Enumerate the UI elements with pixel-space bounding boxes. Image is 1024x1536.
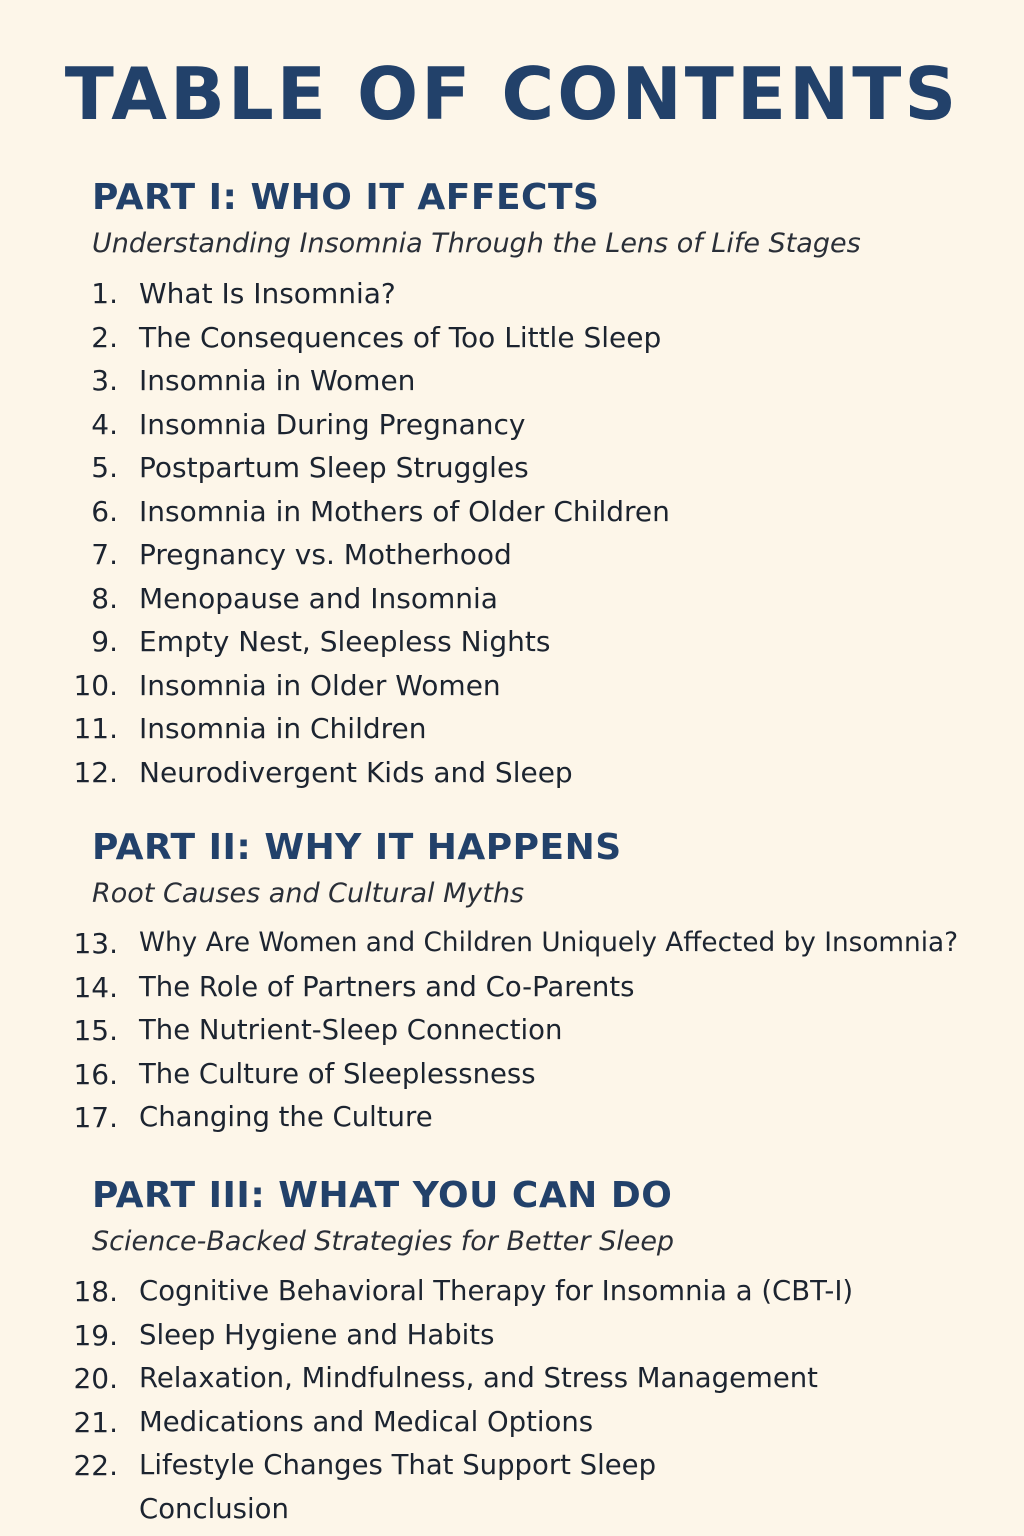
chapter-number: 19. xyxy=(73,1318,118,1352)
chapter-item xyxy=(0,359,1024,403)
chapter-title: The Consequences of Too Little Sleep xyxy=(139,320,662,354)
chapter-item xyxy=(0,446,1024,490)
chapter-title: Insomnia in Older Women xyxy=(139,668,501,702)
chapter-title: Insomnia During Pregnancy xyxy=(139,407,526,441)
part-section xyxy=(0,176,1024,794)
chapter-title: The Role of Partners and Co-Parents xyxy=(139,970,635,1003)
part-heading: PART II: WHY IT HAPPENS xyxy=(92,827,622,868)
chapter-item xyxy=(0,403,1024,447)
chapter-title: Insomnia in Children xyxy=(139,712,427,745)
chapter-number: 5. xyxy=(91,451,118,484)
chapter-item xyxy=(0,1053,1024,1097)
chapter-item xyxy=(0,1401,1024,1445)
part-subtitle: Understanding Insomnia Through the Lens of Life Stages xyxy=(92,228,861,259)
chapter-item xyxy=(0,751,1024,795)
chapter-item xyxy=(0,1444,1024,1488)
chapter-number: 1. xyxy=(91,277,118,310)
part-section xyxy=(0,826,1024,1140)
chapter-number: 4. xyxy=(91,407,118,441)
chapter-number: 3. xyxy=(91,364,118,397)
chapter-item xyxy=(0,707,1024,751)
chapter-item xyxy=(0,1009,1024,1053)
chapter-title: Neurodivergent Kids and Sleep xyxy=(139,755,573,789)
chapter-number: 16. xyxy=(73,1057,118,1091)
chapter-title: Pregnancy vs. Motherhood xyxy=(139,538,512,571)
chapter-number: 18. xyxy=(73,1275,118,1308)
chapter-number: 14. xyxy=(73,970,118,1004)
chapter-title: Lifestyle Changes That Support Sleep xyxy=(139,1449,657,1481)
chapter-list xyxy=(0,922,1024,1140)
chapter-item xyxy=(0,490,1024,534)
chapter-item xyxy=(0,316,1024,360)
chapter-title: Cognitive Behavioral Therapy for Insomnia a (CBT-I) xyxy=(139,1275,854,1307)
chapter-title: Menopause and Insomnia xyxy=(139,581,498,615)
chapter-number: 2. xyxy=(91,320,118,354)
chapter-title: Postpartum Sleep Struggles xyxy=(139,451,529,484)
chapter-number: 10. xyxy=(73,668,118,702)
page-title: TABLE OF CONTENTS xyxy=(64,52,960,136)
chapter-title: Why Are Women and Children Uniquely Affected by Insomnia? xyxy=(139,928,959,958)
chapter-number: 9. xyxy=(91,625,118,658)
chapter-title: Changing the Culture xyxy=(139,1101,433,1133)
chapter-title: Medications and Medical Options xyxy=(139,1405,594,1438)
chapter-title: The Culture of Sleeplessness xyxy=(139,1057,536,1090)
chapter-title: Relaxation, Mindfulness, and Stress Management xyxy=(139,1362,818,1394)
part-heading: PART III: WHAT YOU CAN DO xyxy=(92,1175,673,1216)
chapter-title: Insomnia in Mothers of Older Children xyxy=(139,494,670,528)
chapter-number: 11. xyxy=(73,712,118,745)
chapter-list xyxy=(0,272,1024,794)
chapter-item xyxy=(0,922,1024,966)
chapter-number: 21. xyxy=(73,1405,118,1439)
chapter-item xyxy=(0,1488,1024,1532)
chapter-item xyxy=(0,1357,1024,1401)
part-subtitle: Science-Backed Strategies for Better Sleep xyxy=(92,1226,675,1257)
chapter-title: Sleep Hygiene and Habits xyxy=(139,1318,495,1351)
chapter-item xyxy=(0,272,1024,316)
chapter-list xyxy=(0,1270,1024,1531)
chapter-item xyxy=(0,664,1024,708)
chapter-title: What Is Insomnia? xyxy=(139,277,396,310)
chapter-number: 8. xyxy=(91,581,118,615)
chapter-number: 12. xyxy=(73,755,118,789)
chapter-number: 7. xyxy=(91,538,118,571)
chapter-item xyxy=(0,1314,1024,1358)
chapter-item xyxy=(0,533,1024,577)
part-heading: PART I: WHO IT AFFECTS xyxy=(92,177,600,218)
chapter-number: 13. xyxy=(73,927,118,960)
chapter-number: 17. xyxy=(73,1101,118,1134)
chapter-item xyxy=(0,1096,1024,1140)
chapter-number: 15. xyxy=(73,1014,118,1047)
chapter-item xyxy=(0,620,1024,664)
chapter-title: Empty Nest, Sleepless Nights xyxy=(139,625,551,658)
part-section xyxy=(0,1174,1024,1531)
chapter-title: Insomnia in Women xyxy=(139,364,416,397)
chapter-item xyxy=(0,1270,1024,1314)
chapter-title: Conclusion xyxy=(139,1492,289,1525)
chapter-item xyxy=(0,577,1024,621)
chapter-title: The Nutrient-Sleep Connection xyxy=(139,1014,563,1046)
chapter-number: 22. xyxy=(73,1449,118,1482)
chapter-number: 20. xyxy=(73,1362,118,1395)
part-subtitle: Root Causes and Cultural Myths xyxy=(92,878,525,909)
chapter-number: 6. xyxy=(91,494,118,528)
chapter-item xyxy=(0,966,1024,1010)
